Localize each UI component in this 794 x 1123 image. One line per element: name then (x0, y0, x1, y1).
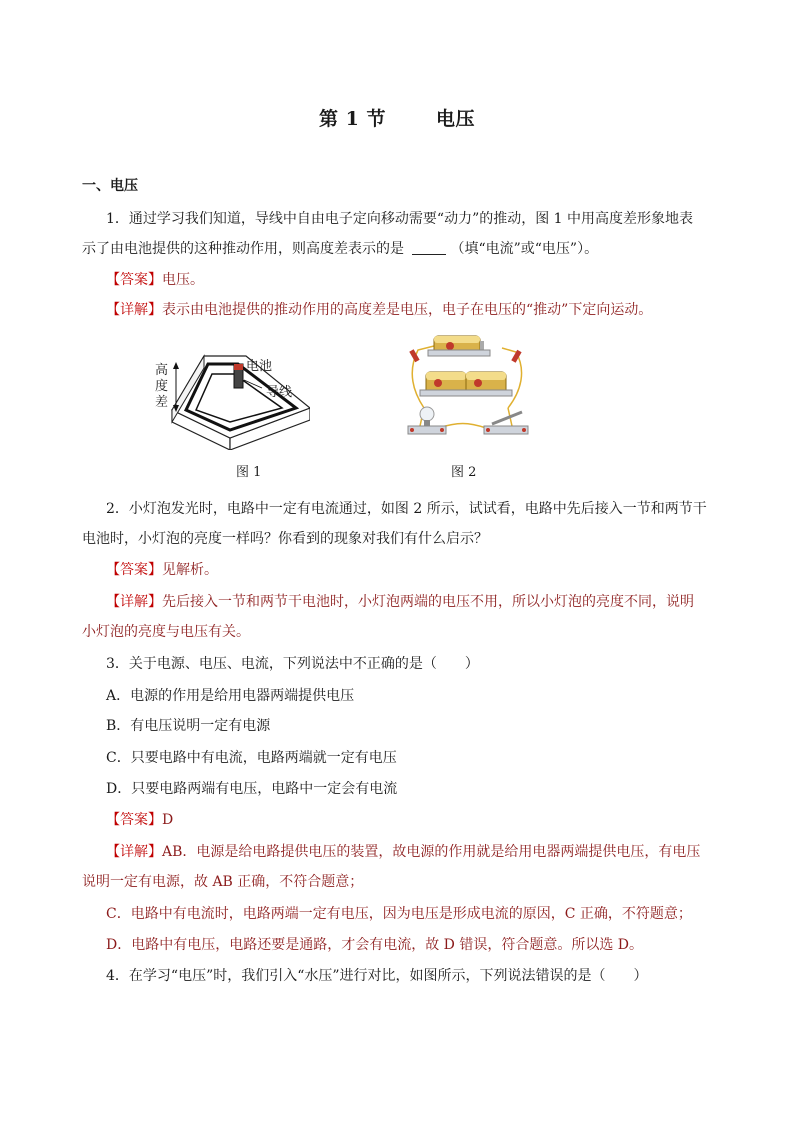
height-char-3: 差 (155, 395, 169, 410)
q3-option-d: D．只要电路两端有电压，电路中一定会有电流 (106, 781, 398, 797)
q3-detail-4: D．电路中有电压，电路还要是通路，才会有电流，故 D 错误，符合题意。所以选 D。 (106, 937, 644, 953)
q2-detail-2: 小灯泡的亮度与电压有关。 (82, 624, 250, 640)
detail-text: AB．电源是给电路提供电压的装置，故电源的作用就是给用电器两端提供电压，有电压 (162, 844, 701, 860)
q1-line2-b: （填“电流”或“电压”）。 (450, 241, 599, 257)
answer-text: 见解析。 (162, 562, 218, 578)
figure-1 (150, 350, 310, 450)
height-char-2: 度 (155, 379, 169, 394)
detail-text: 表示由电池提供的推动作用的高度差是电压，电子在电压的“推动”下定向运动。 (162, 302, 653, 318)
q1-answer (106, 270, 204, 290)
q3-detail-2: 说明一定有电源，故 AB 正确，不符合题意； (82, 874, 364, 890)
detail-tag: 【详解】 (106, 594, 162, 610)
figure-2 (398, 330, 534, 442)
q3-option-b: B．有电压说明一定有电源 (106, 718, 271, 734)
title-part1: 第 1 节 (319, 108, 386, 130)
q3-option-a: A．电源的作用是给用电器两端提供电压 (106, 688, 355, 704)
q1-line2-a: 示了由电池提供的这种推动作用，则高度差表示的是 (82, 241, 409, 257)
fig1-wire-label: 导线 (266, 385, 293, 400)
q2-detail-1 (106, 592, 694, 612)
answer-text: 电压。 (162, 272, 204, 288)
answer-tag: 【答案】 (106, 272, 162, 288)
page-title (0, 104, 794, 131)
fig1-height-label (155, 363, 168, 411)
fig2-caption: 图 2 (451, 465, 477, 480)
detail-tag: 【详解】 (106, 844, 162, 860)
height-char-1: 高 (155, 363, 169, 378)
q3-option-c: C．只要电路中有电流，电路两端就一定有电压 (106, 750, 397, 766)
q1-line1: 1．通过学习我们知道，导线中自由电子定向移动需要“动力”的推动，图 1 中用高度差形象地表 (106, 211, 694, 227)
answer-tag: 【答案】 (106, 562, 162, 578)
detail-tag: 【详解】 (106, 302, 162, 318)
fig1-caption: 图 1 (236, 465, 262, 480)
answer-text: D (162, 812, 174, 828)
q2-line1: 2．小灯泡发光时，电路中一定有电流通过，如图 2 所示，试试看，电路中先后接入一节和两节干 (106, 501, 707, 517)
q2-answer (106, 560, 218, 580)
q3-detail-3: C．电路中有电流时，电路两端一定有电压，因为电压是形成电流的原因，C 正确，不符题意； (106, 906, 692, 922)
detail-text: 先后接入一节和两节干电池时，小灯泡两端的电压不用，所以小灯泡的亮度不同，说明 (162, 594, 694, 610)
fig1-battery-label: 电池 (246, 359, 273, 374)
answer-tag: 【答案】 (106, 812, 162, 828)
answer-blank (412, 240, 446, 255)
q1-line2 (82, 239, 598, 259)
q3-detail-1 (106, 842, 700, 862)
q3-stem: 3．关于电源、电压、电流，下列说法中不正确的是（ ） (106, 656, 479, 672)
q1-detail (106, 300, 652, 320)
title-part2: 电压 (435, 108, 475, 130)
q2-line2: 电池时，小灯泡的亮度一样吗？你看到的现象对我们有什么启示？ (82, 531, 488, 547)
section-heading: 一、电压 (82, 178, 138, 194)
q3-answer (106, 810, 173, 830)
q4-stem: 4．在学习“电压”时，我们引入“水压”进行对比，如图所示，下列说法错误的是（ ） (106, 968, 648, 984)
